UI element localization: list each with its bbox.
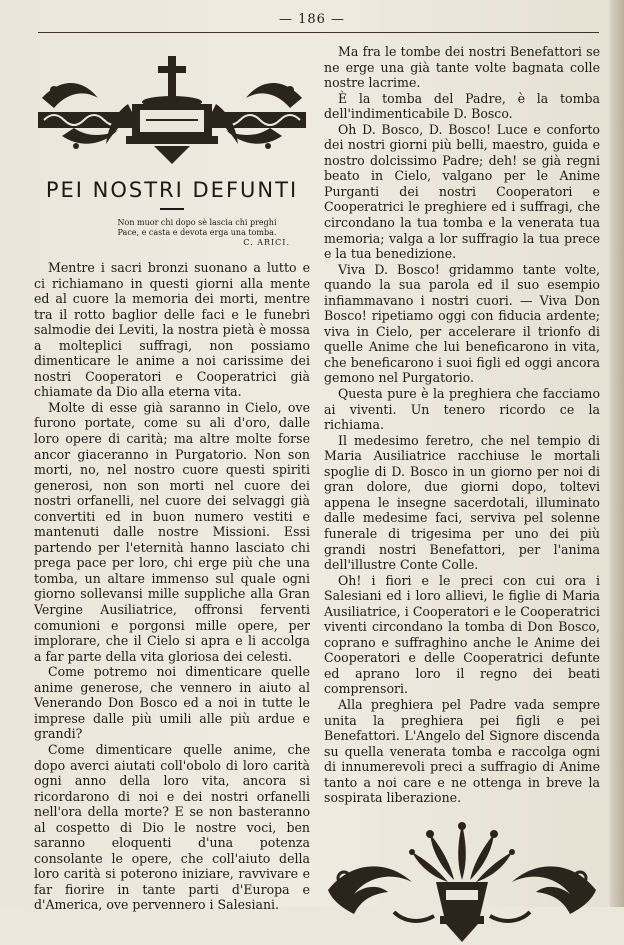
title-rule bbox=[160, 208, 184, 210]
paragraph: Mentre i sacri bronzi suonano a lutto e ci richiamano in questi giorni alla mente ed al cuore la memoria dei morti, mentre tra il rotto baglior delle faci e le funebri salmodie dei Leviti, la nostra pietà è mossa a molteplici suffragi, non possiamo dimenticare le anime a noi carissime dei nostri Cooperatori e Cooperatrici già chiamate da Dio alla eterna vita. bbox=[34, 260, 310, 400]
epigraph-author: C. ARICI. bbox=[243, 238, 290, 247]
epigraph bbox=[84, 218, 310, 248]
right-column bbox=[324, 44, 600, 945]
article-title: PEI NOSTRI DEFUNTI bbox=[45, 178, 299, 202]
paragraph: Il medesimo feretro, che nel tempio di Maria Ausiliatrice racchiuse le mortali spoglie di D. Bosco in un giorno per noi di gran dolore, due giorni dopo, toltevi appena le insegne sacerdotali, illuminato dalle medesime faci, serviva pel solenne funerale di trigesima per uno dei più grandi nostri Benefattori, per l'anima dell'illustre Conte Colle. bbox=[324, 432, 600, 573]
paragraph: Oh D. Bosco, D. Bosco! Luce e conforto dei nostri giorni più belli, maestro, guida e nostro dolcissimo Padre; deh! se già regni beato in Cielo, valgano per le Anime Purganti dei nostri Cooperatori e Cooperatrici le preghiere ed i suffragi, che circondano la tua tomba e la venerata tua memoria; valga a lor suffragio la tua prece e la tua benedizione. bbox=[324, 121, 600, 262]
page-number: — 186 — bbox=[278, 12, 346, 27]
left-column bbox=[34, 42, 310, 913]
floral-vase-ornament bbox=[324, 820, 600, 945]
paragraph: È la tomba del Padre, è la tomba dell'indimenticabile D. Bosco. bbox=[324, 90, 600, 122]
paragraph: Questa pure è la preghiera che facciamo ai viventi. Un tenero ricordo ce la richiama. bbox=[324, 386, 600, 433]
paragraph: Molte di esse già saranno in Cielo, ove furono portate, come su ali d'oro, dalle loro opere di carità; ma altre molte forse ancor giaceranno in Purgatorio. Non son morti, no, nel nostro cuore questi spiriti generosi, non son morti nel cuore dei nostri orfanelli, nel cuore dei selvaggi già convertiti ed in buon numero vestiti e mantenuti dalle nostre Missioni. Essi partendo per l'eternità hanno lasciato chi prega pace per loro, chi erge più che una tomba, un altare immenso sul quale ogni giorno sollevansi mille suppliche alla Gran Vergine Ausiliatrice, offronsi ferventi comunioni e porgonsi mille opere, per implorare, che il Cielo si apra e li accolga a far parte della vita gloriosa dei celesti. bbox=[34, 399, 310, 664]
paragraph: Alla preghiera pel Padre vada sempre unita la preghiera pei figli e pei Benefattori. L'Angelo del Signore discenda su quella venerata tomba e raccolga ogni di innumerevoli preci a suffragio di Anime tanto a noi care e ne ottenga in breve la sospirata liberazione. bbox=[324, 696, 600, 806]
header-rule bbox=[38, 32, 599, 33]
epigraph-line: Non muor chi dopo sè lascia chi preghi bbox=[117, 218, 277, 227]
paragraph: Oh! i fiori e le preci con cui ora i Salesiani ed i loro allievi, le figlie di Maria Ausiliatrice, i Cooperatori e le Cooperatrici viventi circondano la tomba di Don Bosco, coprano e suffraghino anche le Anime dei Cooperatori e delle Cooperatrici defunte ed aprano loro il regno dei beati comprensori. bbox=[324, 572, 600, 697]
paragraph: Come dimenticare quelle anime, che dopo averci aiutati coll'obolo di loro carità ogni anno della loro vita, ancora si ricordarono di noi e dei nostri orfanelli nell'ora della morte? E se non basteranno al cospetto di Dio le nostre voci, ben saranno eloquenti d'una potenza consolante le opere, che coll'aiuto della loro carità si poterono iniziare, ravvivare e far fiorire in tante parti d'Europa e d'America, ove pervennero i Salesiani. bbox=[34, 741, 310, 913]
cross-tomb-ornament bbox=[34, 50, 310, 168]
left-body-text bbox=[34, 260, 310, 913]
paragraph: Ma fra le tombe dei nostri Benefattori se ne erge una già tante volte bagnata colle nostre lacrime. bbox=[324, 44, 600, 91]
paragraph: Come potremo noi dimenticare quelle anime generose, che vennero in aiuto al Venerando Don Bosco ed a noi in tutte le imprese dalle più umili alle più ardue e grandi? bbox=[34, 664, 310, 742]
page-spine-shadow bbox=[610, 0, 624, 907]
epigraph-line: Pace, e casta e devota erga una tomba. bbox=[117, 228, 277, 237]
paragraph: Viva D. Bosco! gridammo tante volte, quando la sua parola ed il suo esempio infiammavano i nostri cuori. — Viva Don Bosco! ripetiamo oggi con fiducia ardente; viva in Cielo, per accelerare il trionfo di quelle Anime che lui beneficarono in vita, che beneficarono i suoi figli ed oggi ancora gemono nel Purgatorio. bbox=[324, 261, 600, 386]
